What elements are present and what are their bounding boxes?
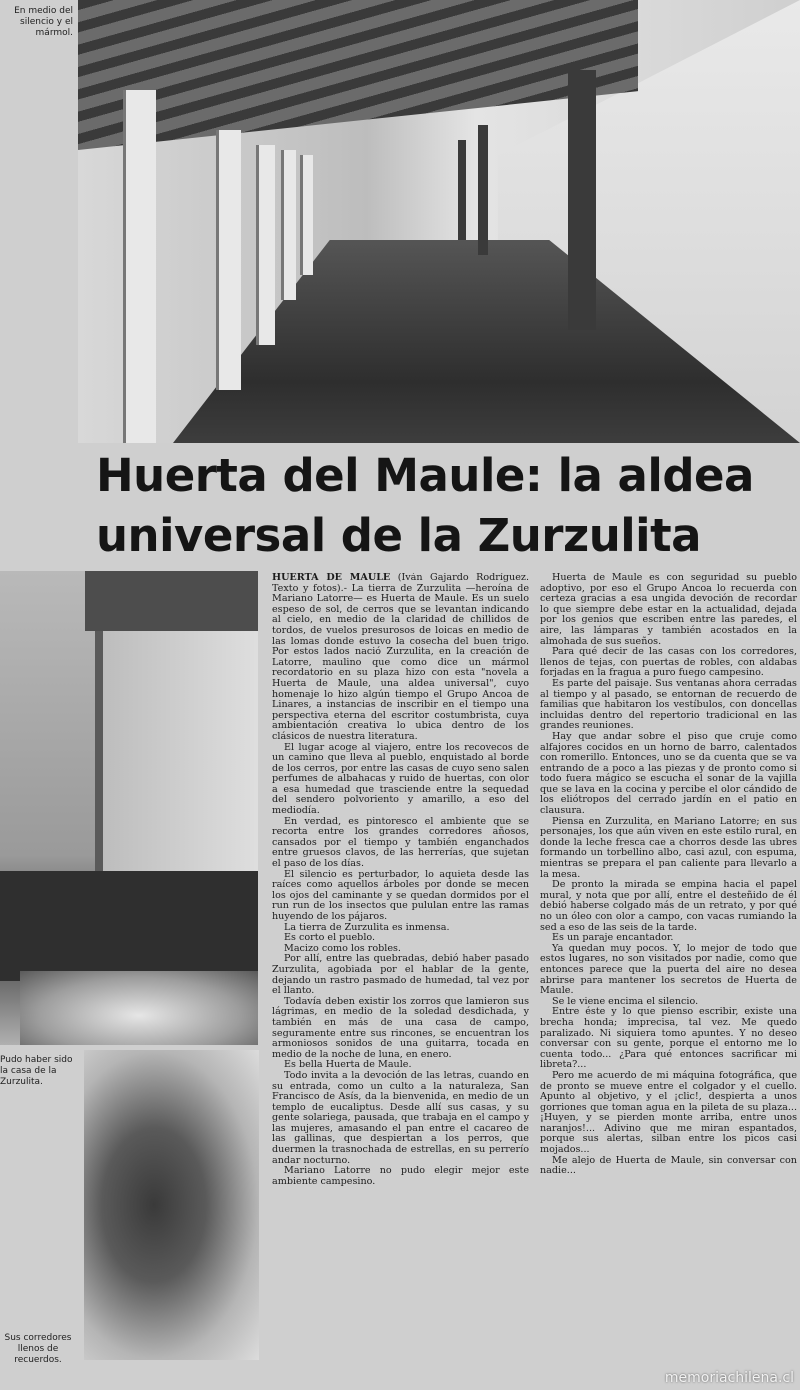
paragraph: El silencio es perturbador, lo aquieta desde las raíces como aquellos árboles por donde se mecen los ojos del caminante y se quedan dormidos por el run run de los insectos que pululan entre las ramas huyendo de los pájaros. xyxy=(272,868,529,922)
house-photo xyxy=(0,571,258,1045)
paragraph: Es parte del paisaje. Sus ventanas ahora cerradas al tiempo y al pasado, se entornan de recuerdo de familias que habitaron los vestíbulos, con doncellas incluidas dentro del repertorio tradicional en las grandes reuniones. xyxy=(540,677,797,732)
article-lead-paragraph xyxy=(272,573,529,743)
dateline: HUERTA DE MAULE xyxy=(272,573,391,583)
paragraph: Piensa en Zurzulita, en Mariano Latorre; en sus personajes, los que aún viven en este estilo rural, en donde la leche fresca cae a chorros desde las ubres formando un torbellino albo, casi azul, con espuma, mientras se prepara el pan caliente para llevarlo a la mesa. xyxy=(540,815,797,880)
paragraph: Por allí, entre las quebradas, debió haber pasado Zurzulita, agobiada por el hablar de la gente, dejando un rastro pasmado de humedad, tal vez por el llanto. xyxy=(272,953,529,997)
paragraph: Es corto el pueblo. xyxy=(284,932,376,944)
photo-caption-top: En medio del silencio y el mármol. xyxy=(14,6,73,38)
paragraph: Es bella Huerta de Maule. xyxy=(284,1059,412,1071)
paragraph: De pronto la mirada se empina hacia el papel mural, y nota que por allí, entre el desteñido de él debió haberse colgado más de un retrato, y por qué no un óleo con olor a campo, con vacas rumiando la sed a eso de las seis de la tarde. xyxy=(540,879,797,933)
corridor-photo xyxy=(78,0,800,443)
paragraph: Se le viene encima el silencio. xyxy=(552,995,699,1007)
paragraph: La tierra de Zurzulita —heroína de Mariano Latorre— es Huerta de Maule. Es un suelo espeso de sol, de cerros que se levantan indicando al cielo, en medio de la claridad de chillidos de tordos, de vuelos presurosos de loicas en medio de las lomas donde estuvo la cosecha del buen trigo. Por estos lados nació Zurzulita, en la creación de Latorre, maulino que como dice un mármol recordatorio en su plaza hizo con esta "novela a Huerta de Maule, una aldea universal", cuyo homenaje lo hizo algún tiempo el Grupo Ancoa de Linares, a instancias de inscribir en el tiempo una perspectiva eterna del escritor costumbrista, cuya ambientación creativa lo ubica dentro de los clásicos de nuestra literatura. xyxy=(272,582,529,742)
byline: (Iván Gajardo Rodríguez. Texto y fotos).- xyxy=(272,573,529,594)
article-column-right xyxy=(540,573,797,1390)
paragraph: Me alejo de Huerta de Maule, sin conversar con nadie... xyxy=(540,1154,797,1177)
paragraph: Pero me acuerdo de mi máquina fotográfica, que de pronto se mueve entre el colgador y el cuello. Apunto al objetivo, y el ¡clic!, despierta a unos gorriones que toman agua en la pileta de su plaza... ¡Huyen, y se pierden monte arriba, entre unos naranjos!... Adivino que me miran espantados, porque sus alertas, silban entre los picos casi mojados... xyxy=(540,1069,797,1156)
paragraph: Ya quedan muy pocos. Y, lo mejor de todo que estos lugares, no son visitados por nadie, como que entonces parece que la puerta del aire no desea abrirse para mantener los secretos de Huerta de Maule. xyxy=(540,942,797,997)
paragraph: Para qué decir de las casas con los corredores, llenos de tejas, con puertas de robles, con aldabas forjadas en la fragua a puro fuego campesino. xyxy=(540,646,797,679)
paragraph: Todo invita a la devoción de las letras, cuando en su entrada, como un culto a la naturaleza, San Francisco de Asís, da la bienvenida, en medio de un templo de eucaliptus. Desde allí sus casas, y su gente solariega, pausada, que trabaja en el campo y las mujeres, amasando el pan entre el cacareo de las gallinas, que despiertan a los perros, que duermen la trasnochada de estrellas, en su perrerío andar nocturno. xyxy=(272,1069,529,1166)
photo-caption-bottom: Sus corredores llenos de recuerdos. xyxy=(4,1333,72,1365)
paragraph: Es un paraje encantador. xyxy=(552,932,674,944)
paragraph: Macizo como los robles. xyxy=(284,942,401,954)
paragraph: La tierra de Zurzulita es inmensa. xyxy=(284,921,450,933)
photo-caption-middle: Pudo haber sido la casa de la Zurzulita. xyxy=(0,1055,73,1087)
paragraph: Hay que andar sobre el piso que cruje como alfajores cocidos en un horno de barro, calentados con romerillo. Entonces, uno se da cuenta que se va entrando de a poco a las piezas y de pronto como si todo fuera mágico se escucha el sonar de la vajilla que se lava en la cocina y percibe el olor cándido de los eliótropos del cerrado jardín en el patio en clausura. xyxy=(540,730,797,817)
watermark: memoriachilena.cl xyxy=(664,1370,794,1386)
paragraph: En verdad, es pintoresco el ambiente que se recorta entre los grandes corredores añosos, cansados por el tiempo y también enganchados entre gruesos clavos, de las herrerías, que sujetan el paso de los días. xyxy=(272,815,529,870)
paragraph: Mariano Latorre no pudo elegir mejor este ambiente campesino. xyxy=(272,1165,529,1187)
article-column-left xyxy=(272,573,529,1390)
paragraph: El lugar acoge al viajero, entre los recovecos de un camino que lleva al pueblo, enquistado al borde de los cerros, por entre las casas de cuyo seno salen perfumes de albahacas y ruido de huertas, con olor a esa humedad que trasciende entre la sequedad del sendero polvoriento y amarillo, a eso del mediodía. xyxy=(272,741,529,817)
tree-photo xyxy=(84,1050,259,1360)
background-ghost-text xyxy=(0,250,80,400)
headline: Huerta del Maule: la aldea universal de la Zurzulita xyxy=(96,449,754,562)
paragraph: Entre éste y lo que pienso escribir, existe una brecha honda; imprecisa, tal vez. Me quedo paralizado. Ni siquiera tomo apuntes. Y no deseo conversar con su gente, porque el entorno me lo cuenta todo... ¿Para qué entonces sacrificar mi libreta?... xyxy=(540,1006,797,1071)
paragraph: Huerta de Maule es con seguridad su pueblo adoptivo, por eso el Grupo Ancoa lo recuerda con certeza gracias a esa ungida devoción de recordar lo que siempre debe estar en la actualidad, dejada por los genios que escriben entre las paredes, el aire, las lámparas y también acostados en la almohada de sus sueños. xyxy=(540,573,797,647)
paragraph: Todavía deben existir los zorros que lamieron sus lágrimas, en medio de la soledad desdichada, y también en más de una casa de campo, seguramente entre sus rincones, se encuentran los armoniosos sonidos de una guitarra, tocada en medio de la noche de luna, en enero. xyxy=(272,995,529,1060)
